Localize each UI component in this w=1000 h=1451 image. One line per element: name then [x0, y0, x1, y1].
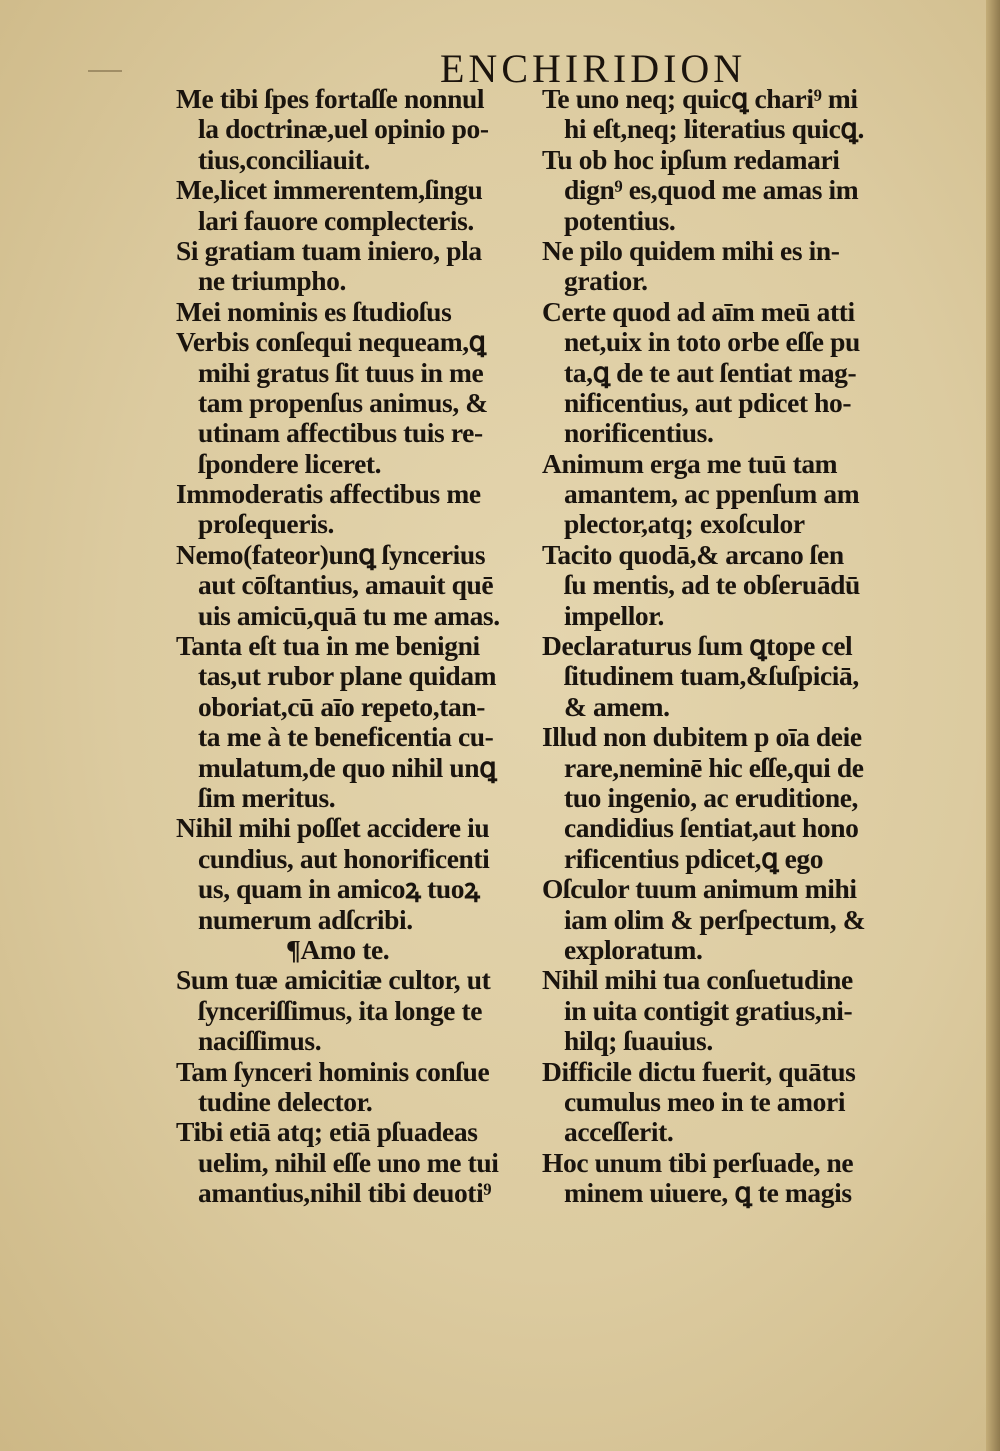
text-line: numerum adſcribi. — [198, 903, 413, 935]
text-line: Certe quod ad aīm meū atti — [542, 295, 855, 327]
text-line: ſynceriſſimus, ita longe te — [198, 994, 483, 1026]
running-header: ENCHIRIDION — [440, 46, 747, 91]
left-column — [176, 84, 536, 1208]
text-line: uis amicū,quā tu me amas. — [198, 599, 500, 631]
text-line: Illud non dubitem p oīa deie — [542, 721, 862, 753]
text-line: in uita contigit gratius,ni- — [564, 994, 853, 1026]
text-line: Me,licet immerentem,ſingu — [176, 174, 483, 206]
text-line: la doctrinæ,uel opinio po- — [198, 113, 489, 145]
text-line: uelim, nihil eſſe uno me tui — [198, 1146, 499, 1178]
text-line: proſequeris. — [198, 508, 335, 540]
text-line: utinam affectibus tuis re- — [198, 417, 483, 449]
text-line: Ne pilo quidem mihi es in- — [542, 234, 840, 266]
text-line: Tam ſynceri hominis conſue — [176, 1055, 490, 1087]
text-line: tius,conciliauit. — [198, 143, 370, 175]
text-line: Tanta eſt tua in me benigni — [176, 630, 480, 662]
text-line: tam propenſus animus, & — [198, 386, 488, 418]
text-line: mulatum,de quo nihil unꝗ — [198, 751, 497, 783]
text-line: ſitudinem tuam,&ſuſpiciā, — [564, 660, 859, 692]
text-line: Tibi etiā atq; etiā pſuadeas — [176, 1116, 478, 1148]
text-line: Te uno neq; quicꝗ chari⁹ mi — [542, 83, 858, 114]
text-line: cumulus meo in te amori — [564, 1085, 846, 1117]
text-line: exploratum. — [564, 933, 703, 965]
text-line: ſim meritus. — [198, 781, 336, 813]
text-line: oboriat,cū aīo repeto,tan- — [198, 690, 485, 722]
text-line: Immoderatis affectibus me — [176, 478, 481, 510]
text-line: Animum erga me tuū tam — [542, 447, 838, 479]
text-line: Nemo(fateor)unꝗ ſyncerius — [176, 538, 486, 570]
text-line: Verbis conſequi nequeam,ꝗ — [176, 326, 486, 358]
text-line: dign⁹ es,quod me amas im — [564, 174, 859, 206]
text-line: hilq; ſuauius. — [564, 1025, 713, 1057]
text-line: ta me à te beneficentia cu- — [198, 721, 494, 753]
page-edge — [986, 0, 1000, 1451]
text-line: ¶Amo te. — [286, 933, 390, 965]
text-line: acceſſerit. — [564, 1116, 674, 1148]
text-line: mihi gratus ſit tuus in me — [198, 356, 484, 388]
text-line: potentius. — [564, 204, 676, 236]
text-line: lari fauore complecteris. — [198, 204, 474, 236]
text-line: ta,ꝗ de te aut ſentiat mag- — [564, 356, 857, 388]
text-line: norificentius. — [564, 417, 714, 449]
text-line: amantem, ac ppenſum am — [564, 478, 860, 510]
text-line: cundius, aut honorificenti — [198, 842, 490, 874]
text-line: ne triumpho. — [198, 265, 346, 297]
text-line: rare,neminē hic eſſe,qui de — [564, 751, 864, 783]
text-line: gratior. — [564, 265, 648, 297]
text-line: Difficile dictu fuerit, quātus — [542, 1055, 856, 1087]
text-line: plector,atq; exoſculor — [564, 508, 805, 540]
text-line: Me tibi ſpes fortaſſe nonnul — [176, 83, 485, 114]
text-line: ſpondere liceret. — [198, 447, 382, 479]
text-line: minem uiuere, ꝗ te magis — [564, 1177, 852, 1209]
text-line: ſu mentis, ad te obſeruādū — [564, 569, 860, 601]
text-line: tas,ut rubor plane quidam — [198, 660, 497, 692]
text-line: naciſſimus. — [198, 1025, 322, 1057]
text-line: & amem. — [564, 690, 670, 722]
text-line: net,uix in toto orbe eſſe pu — [564, 326, 860, 358]
text-line: Tu ob hoc ipſum redamari — [542, 143, 840, 175]
text-line: Declaraturus ſum ꝗtope cel — [542, 630, 853, 662]
text-line: tudine delector. — [198, 1085, 373, 1117]
text-line: nificentius, aut pdicet ho- — [564, 386, 852, 418]
text-line: Mei nominis es ſtudioſus — [176, 295, 452, 327]
text-line: amantius,nihil tibi deuoti⁹ — [198, 1177, 492, 1209]
text-line: impellor. — [564, 599, 665, 631]
text-line: Nihil mihi tua conſuetudine — [542, 964, 853, 996]
text-line: Tacito quodā,& arcano ſen — [542, 538, 844, 570]
text-line: Sum tuæ amicitiæ cultor, ut — [176, 964, 491, 996]
right-column — [542, 84, 902, 1208]
text-line: hi eſt,neq; literatius quicꝗ. — [564, 113, 864, 145]
text-line: Hoc unum tibi perſuade, ne — [542, 1146, 854, 1178]
margin-ink-mark — [88, 70, 122, 72]
text-line: tuo ingenio, ac eruditione, — [564, 781, 858, 813]
text-line: Nihil mihi poſſet accidere iu — [176, 812, 490, 844]
text-line: aut cōſtantius, amauit quē — [198, 569, 494, 601]
text-line: rificentius pdicet,ꝗ ego — [564, 842, 824, 874]
text-line: iam olim & perſpectum, & — [564, 903, 866, 935]
text-line: us, quam in amicoꝝ tuoꝝ — [198, 873, 480, 905]
text-line: candidius ſentiat,aut hono — [564, 812, 859, 844]
text-line: Oſculor tuum animum mihi — [542, 873, 857, 905]
text-line: Si gratiam tuam iniero, pla — [176, 234, 482, 266]
